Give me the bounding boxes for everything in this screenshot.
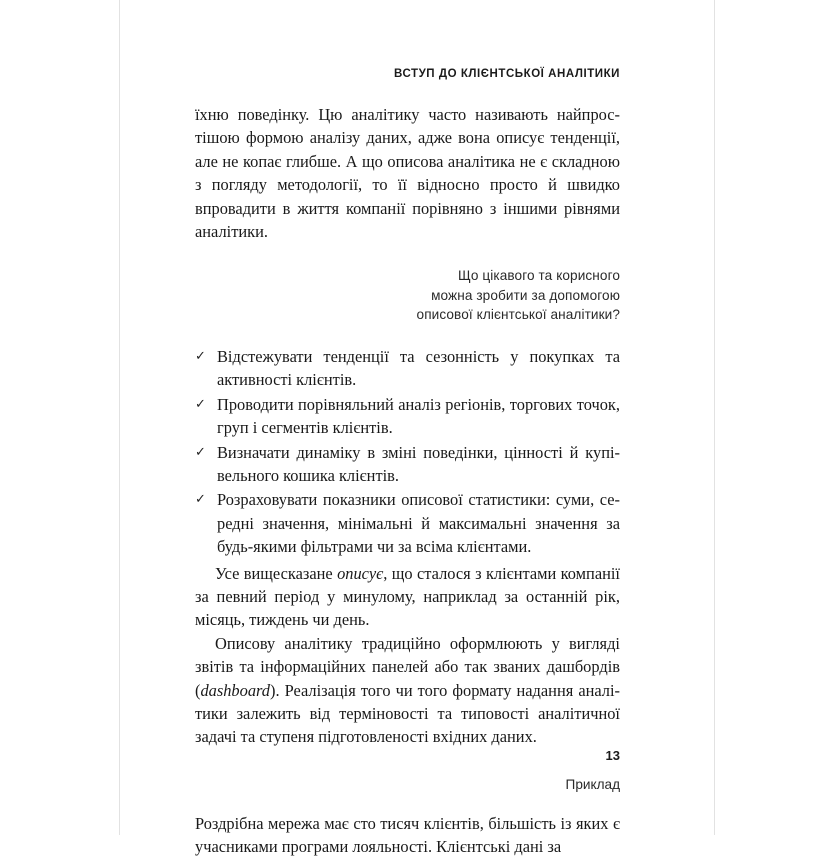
page-number: 13 <box>605 748 620 763</box>
check-icon: ✓ <box>195 492 206 508</box>
check-icon: ✓ <box>195 396 206 412</box>
paragraph-summary-tail: , що сталося з клієнтами компанії за певний період у минулому, наприклад за останній рік, місяць, тиждень чи день. <box>195 563 620 630</box>
callout-example-label: Приклад <box>565 776 620 792</box>
paragraph-dashboards <box>195 632 620 749</box>
paragraph-dashboards-tail: ). Реалізація того чи того формату надання аналітики залежить від терміновості та типовості аналітичної задачі та ступеня підготовленості вхідних даних. <box>195 680 620 747</box>
list-item-text: Визначати динаміку в зміні поведінки, цінності й купівельного кошика клієнтів. <box>217 442 620 485</box>
emphasis-dashboard: dashboard <box>200 680 270 700</box>
list-item <box>195 441 620 488</box>
callout-question <box>195 243 620 325</box>
list-item <box>195 488 620 558</box>
check-icon: ✓ <box>195 348 206 364</box>
emphasis-opysuye: описує <box>337 563 384 583</box>
page-text-block <box>195 0 620 857</box>
list-item <box>195 345 620 392</box>
paragraph-example-body: Роздрібна мережа має сто тисяч клієнтів, більшість із яких є учасниками програми лояльності. Клієнтські дані за <box>195 813 620 857</box>
descriptive-analytics-check-list <box>195 325 620 559</box>
callout-question-line-2: можна зробити за допомогою <box>431 287 620 303</box>
page-content <box>195 103 620 859</box>
callout-question-line-1: Що цікавого та корисного <box>457 268 620 284</box>
running-head: ВСТУП ДО КЛІЄНТСЬКОЇ АНАЛІТИКИ <box>394 68 620 80</box>
paragraph-summary-lead: Усе вищесказане <box>215 563 338 583</box>
list-item <box>195 393 620 440</box>
list-item-text: Проводити порівняльний аналіз регіонів, торгових точок, груп і сегментів клієнтів. <box>217 394 620 438</box>
paragraph-intro-continued: їхню поведінку. Цю аналітику часто називають найпростішою формою аналізу даних, адже вона описує тенденції, але не копає глибше. А що описова аналітика не є складною з погляду методології, то її відносно просто й швидко впровадити в життя компанії порівняно з іншими рівнями аналітики. <box>195 105 620 242</box>
callout-question-line-3: описової клієнтської аналітики? <box>416 307 620 323</box>
paragraph-summary <box>195 560 620 632</box>
check-icon: ✓ <box>195 444 206 460</box>
list-item-text: Розраховувати показники описової статистики: суми, середні значення, мінімальні й максимальні значення за будь-якими фільтрами чи за всіма клієнтами. <box>217 490 620 557</box>
list-item-text: Відстежувати тенденції та сезонність у покупках та активності клієнтів. <box>217 346 620 390</box>
page-gutter-rule-right <box>714 0 715 835</box>
paragraph-dashboards-lead: Описову аналітику традиційно оформлюють у вигляді звітів та інформаційних панелей або так званих дашбордів ( <box>195 633 620 700</box>
page-gutter-rule-left <box>119 0 120 835</box>
